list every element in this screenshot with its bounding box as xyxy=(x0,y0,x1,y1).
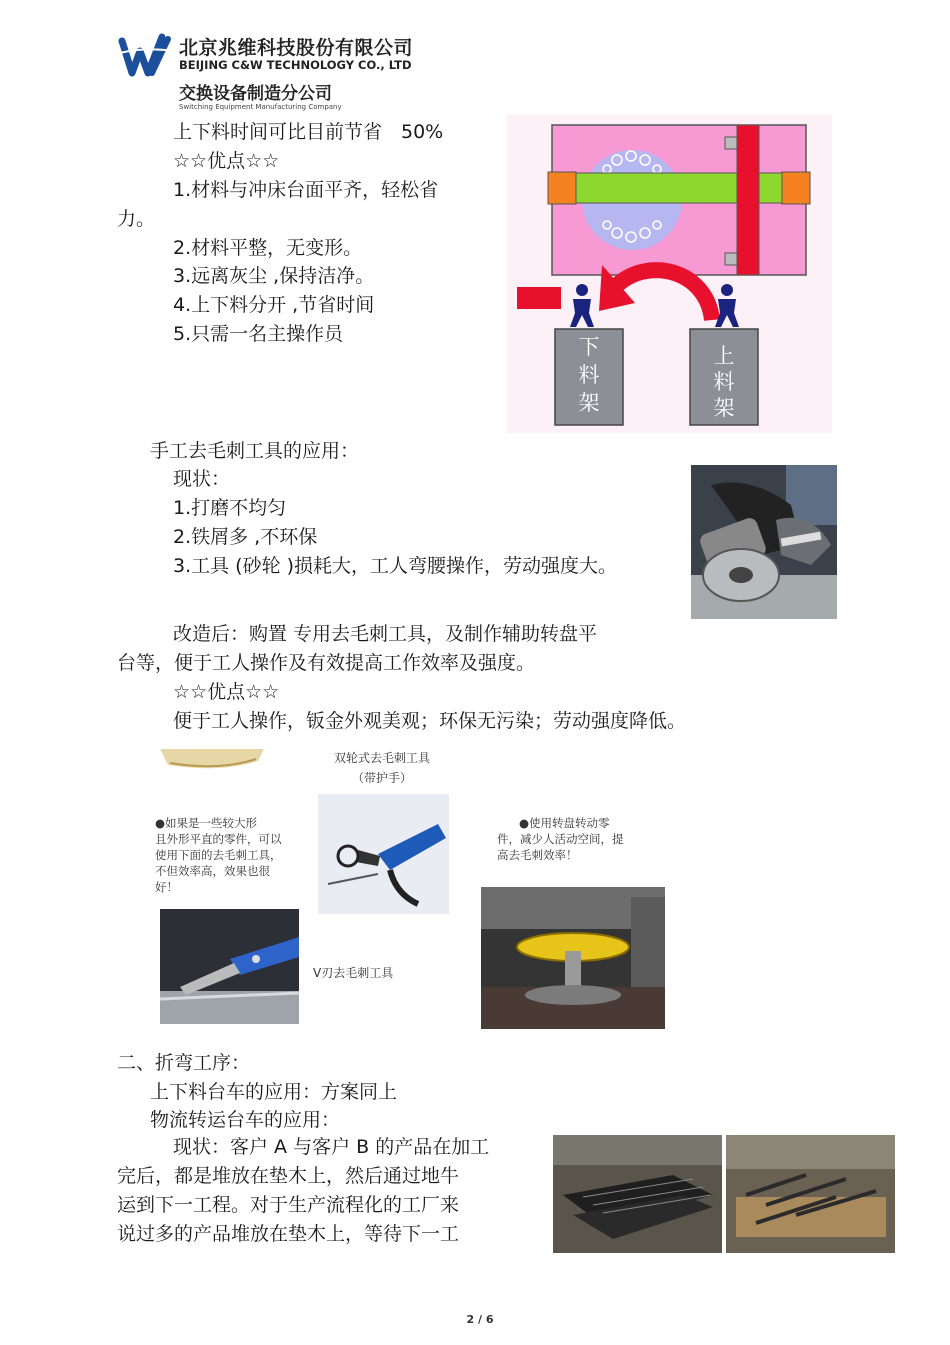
cw-logo-icon xyxy=(118,33,178,79)
bending-line-5: 运到下一工程。对于生产流程化的工厂来 xyxy=(117,1194,460,1216)
turntable-photo xyxy=(481,887,665,1029)
bending-line-6: 说过多的产品堆放在垫木上，等待下一工 xyxy=(117,1223,460,1245)
status-label: 现状： xyxy=(173,468,231,490)
double-wheel-tool-photo xyxy=(318,794,449,914)
advantages-summary: 便于工人操作，钣金外观美观；环保无污染；劳动强度降低。 xyxy=(173,710,687,732)
tool-image-fragment xyxy=(160,749,264,771)
v-blade-tool-photo xyxy=(160,909,299,1024)
loading-diagram xyxy=(507,115,832,433)
company-logo xyxy=(118,33,178,79)
status-item-2: 2.铁屑多 ,不环保 xyxy=(173,526,318,548)
bending-line-3: 现状：客户 A 与客户 B 的产品在加工 xyxy=(173,1136,490,1158)
branch-name-cn: 交换设备制造分公司 xyxy=(179,84,332,104)
stacked-products-photo-a xyxy=(553,1135,722,1253)
bending-line-1: 上下料台车的应用：方案同上 xyxy=(150,1081,398,1103)
advantage-1: 1.材料与冲床台面平齐，轻松省 xyxy=(173,179,439,201)
branch-name-en: Switching Equipment Manufacturing Company xyxy=(179,103,342,111)
bending-line-4: 完后，都是堆放在垫木上，然后通过地牛 xyxy=(117,1165,460,1187)
improvement-text-cont: 台等，便于工人操作及有效提高工作效率及强度。 xyxy=(117,652,536,674)
advantage-4: 4.上下料分开 ,节省时间 xyxy=(173,294,375,316)
bending-section-title: 二、折弯工序： xyxy=(117,1052,251,1074)
load-rack-label: 上 料 架 xyxy=(713,344,735,420)
advantage-1-cont: 力。 xyxy=(117,208,156,230)
time-saving-line: 上下料时间可比目前节省 50% xyxy=(173,121,444,143)
company-name-en: BEIJING C&W TECHNOLOGY CO., LTD xyxy=(179,58,412,72)
double-wheel-caption: 双轮式去毛刺工具 xyxy=(334,751,431,765)
advantage-3: 3.远离灰尘 ,保持洁净。 xyxy=(173,265,375,287)
advantage-5: 5.只需一名主操作员 xyxy=(173,323,344,345)
status-item-3: 3.工具 (砂轮 )损耗大，工人弯腰操作，劳动强度大。 xyxy=(173,555,618,577)
double-wheel-caption-2: （带护手） xyxy=(352,771,413,785)
advantage-2: 2.材料平整，无变形。 xyxy=(173,237,363,259)
caption-large-parts: ●如果是一些较大形 且外形平直的零件，可以 使用下面的去毛刺工具， 不但效率高，效果也很 好！ xyxy=(155,816,282,894)
grinder-photo xyxy=(691,465,837,619)
stacked-products-photo-b xyxy=(726,1135,895,1253)
caption-turntable: ●使用转盘转动零 件，减少人活动空间，提 高去毛刺效率！ xyxy=(497,816,624,862)
v-blade-caption: V刃去毛刺工具 xyxy=(313,966,394,980)
advantages-title: ☆☆优点☆☆ xyxy=(173,150,280,172)
advantages-title-2: ☆☆优点☆☆ xyxy=(173,681,280,703)
status-item-1: 1.打磨不均匀 xyxy=(173,497,287,519)
page-number: 2 / 6 xyxy=(466,1313,494,1326)
improvement-text: 改造后：购置 专用去毛刺工具，及制作辅助转盘平 xyxy=(173,623,598,645)
unload-rack-label: 下 料 架 xyxy=(578,335,600,415)
company-name-cn: 北京兆维科技股份有限公司 xyxy=(179,37,414,59)
bending-line-2: 物流转运台车的应用： xyxy=(150,1109,341,1131)
deburring-section-title: 手工去毛刺工具的应用： xyxy=(150,440,360,462)
